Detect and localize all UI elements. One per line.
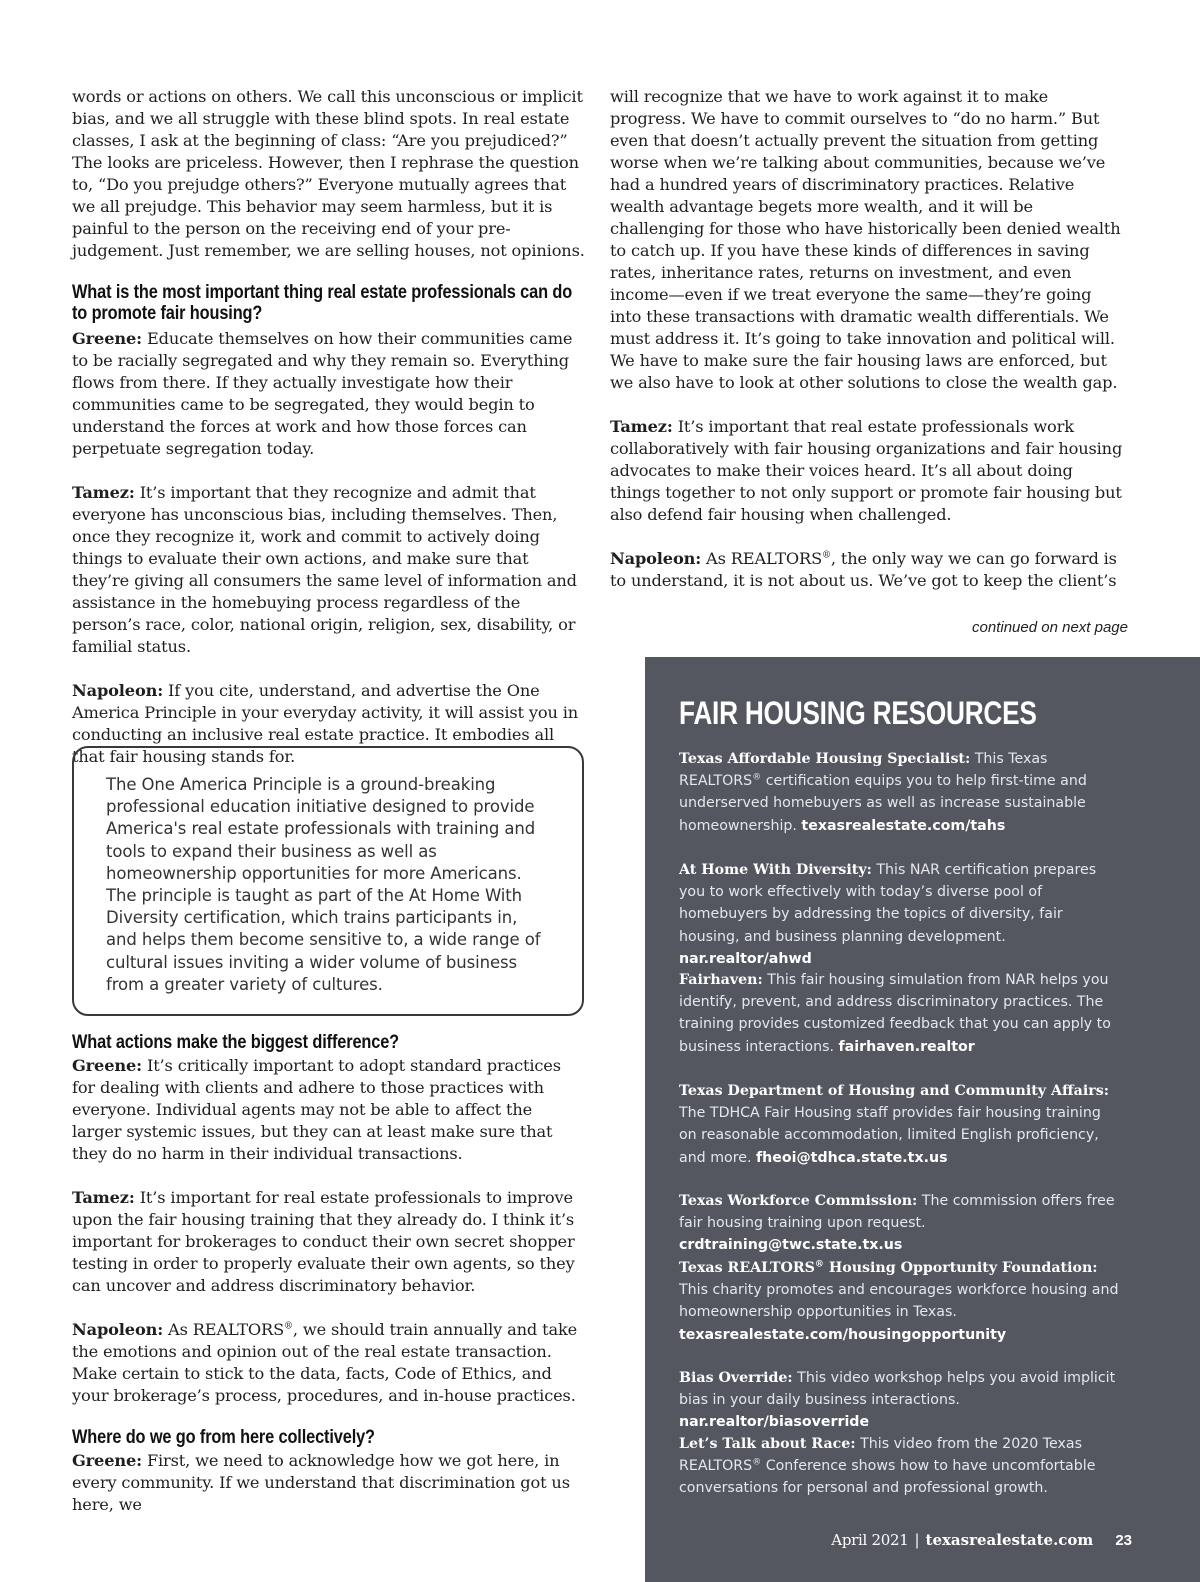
speaker-greene: Greene:: [72, 1451, 142, 1470]
resource-text: This Texas REALTORS: [679, 751, 1048, 790]
left-column-lower: [72, 1032, 586, 1516]
resource-title: Texas Department of Housing and Community Affairs:: [679, 1083, 1109, 1099]
left-intro-paragraph: words or actions on others. We call this unconscious or implicit bias, and we all struggle with these blind spots. In real estate classes, I ask at the beginning of class: “Are you prejudiced?” The looks are priceless. However, then I rephrase the question to, “Do you prejudge others?” Everyone mutually agrees that we all prejudge. This behavior may seem harmless, but it is painful to the person on the receiving end of your pre-judgement. Just remember, we are selling houses, not opinions.: [72, 87, 585, 260]
one-america-principle-callout: [72, 746, 584, 1016]
resource-text: This charity promotes and encourages workforce housing and homeownership opportunities in Texas.: [679, 1282, 1119, 1321]
resource-title: [679, 1260, 1098, 1276]
speaker-tamez: Tamez:: [610, 417, 673, 436]
resource-link[interactable]: crdtraining@twc.state.tx.us: [679, 1237, 903, 1254]
answer-greene-2: [72, 1055, 586, 1165]
speaker-tamez: Tamez:: [72, 483, 135, 502]
question-heading-1: What is the most important thing real estate professionals can do to promote fair housing?: [72, 282, 573, 324]
answer-text: First, we need to acknowledge how we got here, in every community. If we understand that discrimination got us here, we: [72, 1451, 570, 1514]
resource-link[interactable]: texasrealestate.com/tahs: [801, 817, 1006, 834]
answer-napoleon-3: [610, 548, 1124, 592]
resource-title: Texas Workforce Commission:: [679, 1193, 918, 1209]
registered-mark: ®: [752, 1457, 762, 1468]
resource-item: [679, 969, 1119, 1058]
page-number: 23: [1115, 1532, 1132, 1549]
resource-text: This fair housing simulation from NAR helps you identify, prevent, and address discriminatory practices. The training provides customized feedback that you can apply to business interactions.: [679, 972, 1111, 1055]
speaker-napoleon: Napoleon:: [72, 1320, 164, 1339]
speaker-greene: Greene:: [72, 1056, 142, 1075]
resource-text: The TDHCA Fair Housing staff provides fair housing training on reasonable accommodation, limited English proficiency, and more.: [679, 1105, 1101, 1166]
registered-mark: ®: [752, 772, 762, 783]
issue-date: April 2021: [831, 1531, 909, 1549]
resource-item: [679, 859, 1119, 970]
resource-title-part: Housing Opportunity Foundation:: [823, 1260, 1098, 1276]
resource-text: The commission offers free fair housing training upon request.: [679, 1193, 1115, 1232]
resource-item: [679, 748, 1119, 837]
speaker-tamez: Tamez:: [72, 1188, 135, 1207]
speaker-napoleon: Napoleon:: [610, 549, 702, 568]
resource-title: Bias Override:: [679, 1370, 793, 1386]
fair-housing-resources-panel: [645, 657, 1200, 1582]
footer-separator: |: [914, 1531, 920, 1549]
resource-link[interactable]: nar.realtor/ahwd: [679, 950, 812, 967]
right-column: [610, 86, 1124, 592]
answer-text: It’s important for real estate professionals to improve upon the fair housing training that they already do. I think it’s important for brokerages to conduct their own secret shopper testing in order to properly evaluate their own agents, so they can uncover and address discriminatory behavior.: [72, 1188, 575, 1295]
resource-title: Fairhaven:: [679, 972, 763, 988]
resource-title: Let’s Talk about Race:: [679, 1436, 856, 1452]
answer-text: , the only way we can go forward is to understand, it is not about us. We’ve got to keep the client’s: [610, 549, 1117, 590]
resources-heading: FAIR HOUSING RESOURCES: [679, 695, 1037, 731]
registered-mark: ®: [284, 1321, 293, 1332]
resource-text: This video from the 2020 Texas REALTORS: [679, 1436, 1083, 1475]
resource-text: This NAR certification prepares you to work effectively with today’s diverse pool of homebuyers by addressing the topics of diversity, fair housing, and business planning development.: [679, 862, 1097, 945]
answer-text: , we should train annually and take the emotions and opinion out of the real estate transaction. Make certain to stick to the data, facts, Code of Ethics, and your brokerage’s process, procedures, and in-house practices.: [72, 1320, 578, 1405]
left-column: [72, 86, 586, 768]
answer-tamez-1: [72, 482, 586, 658]
answer-napoleon-2: [72, 1319, 586, 1407]
callout-text: The One America Principle is a ground-breaking professional education initiative designed to provide America's real estate professionals with training and tools to expand their business as well as homeownership opportunities for more Americans. The principle is taught as part of the At Home With Diversity certification, which trains participants in, and helps them become sensitive to, a wide range of cultural issues inviting a wider volume of business from a greater variety of cultures.: [106, 775, 541, 994]
answer-text: It’s important that they recognize and admit that everyone has unconscious bias, including themselves. Then, once they recognize it, work and commit to actively doing things to evaluate their own actions, and make sure that they’re giving all consumers the same level of information and assistance in the homebuying process regardless of the person’s race, color, national origin, religion, sex, disability, or familial status.: [72, 483, 577, 656]
resource-link[interactable]: fairhaven.realtor: [838, 1038, 975, 1055]
continued-on-next-page: continued on next page: [972, 619, 1128, 636]
answer-text: Educate themselves on how their communities came to be racially segregated and why they remain so. Everything flows from there. If they actually investigate how their communities came to be segregated, they would begin to understand the forces at work and how those forces can perpetuate segregation today.: [72, 329, 573, 458]
speaker-napoleon: Napoleon:: [72, 681, 164, 700]
resource-link[interactable]: texasrealestate.com/housingopportunity: [679, 1326, 1007, 1343]
question-heading-2: What actions make the biggest difference?: [72, 1032, 400, 1053]
resource-title: Texas Affordable Housing Specialist:: [679, 751, 971, 767]
resource-text: Conference shows how to have uncomfortable conversations for personal and professional growth.: [679, 1458, 1096, 1497]
answer-tamez-2: [72, 1187, 586, 1297]
resource-link[interactable]: fheoi@tdhca.state.tx.us: [755, 1149, 948, 1166]
resource-item: [679, 1190, 1119, 1257]
answer-greene-1: [72, 328, 586, 460]
resource-item: [679, 1080, 1119, 1169]
answer-text: If you cite, understand, and advertise the One America Principle in your everyday activity, it will assist you in conducting an inclusive real estate practice. It embodies all that fair housing stands for.: [72, 681, 579, 766]
answer-text: As REALTORS: [706, 549, 823, 568]
right-intro-paragraph: will recognize that we have to work against it to make progress. We have to commit ourselves to “do no harm.” But even that doesn’t actually prevent the situation from getting worse when we’re talking about communities, because we’ve had a hundred years of discriminatory practices. Relative wealth advantage begets more wealth, and it will be challenging for those who have historically been denied wealth to catch up. If you have these kinds of differences in saving rates, inheritance rates, returns on investment, and even income—even if we treat everyone the same—they’re going into these transactions with dramatic wealth differentials. We must address it. It’s going to take innovation and political will. We have to make sure the fair housing laws are enforced, but we also have to look at other solutions to close the wealth gap.: [610, 87, 1121, 392]
answer-greene-3: [72, 1450, 586, 1516]
registered-mark: ®: [814, 1259, 824, 1270]
footer-site[interactable]: texasrealestate.com: [925, 1531, 1094, 1549]
answer-tamez-3: [610, 416, 1124, 526]
resource-text: This video workshop helps you avoid implicit bias in your daily business interactions.: [679, 1370, 1116, 1409]
answer-text: It’s critically important to adopt standard practices for dealing with clients and adhere to those practices with everyone. Individual agents may not be able to affect the larger systemic issues, but they can at least make sure that they do no harm in their individual transactions.: [72, 1056, 561, 1163]
resource-item: [679, 1433, 1119, 1500]
speaker-greene: Greene:: [72, 329, 142, 348]
answer-text: It’s important that real estate professionals work collaboratively with fair housing organizations and fair housing advocates to make their voices heard. It’s all about doing things together to not only support or promote fair housing but also defend fair housing when challenged.: [610, 417, 1123, 524]
resource-item: [679, 1257, 1119, 1346]
answer-text: As REALTORS: [168, 1320, 285, 1339]
resource-title-part: Texas REALTORS: [679, 1260, 815, 1276]
resource-item: [679, 1367, 1119, 1434]
registered-mark: ®: [822, 550, 831, 561]
page-footer: [831, 1531, 1132, 1549]
resource-title: At Home With Diversity:: [679, 862, 872, 878]
resource-link[interactable]: nar.realtor/biasoverride: [679, 1414, 870, 1431]
question-heading-3: Where do we go from here collectively?: [72, 1427, 375, 1448]
resource-text: certification equips you to help first-time and underserved homebuyers as well as increase sustainable homeownership.: [679, 773, 1087, 834]
